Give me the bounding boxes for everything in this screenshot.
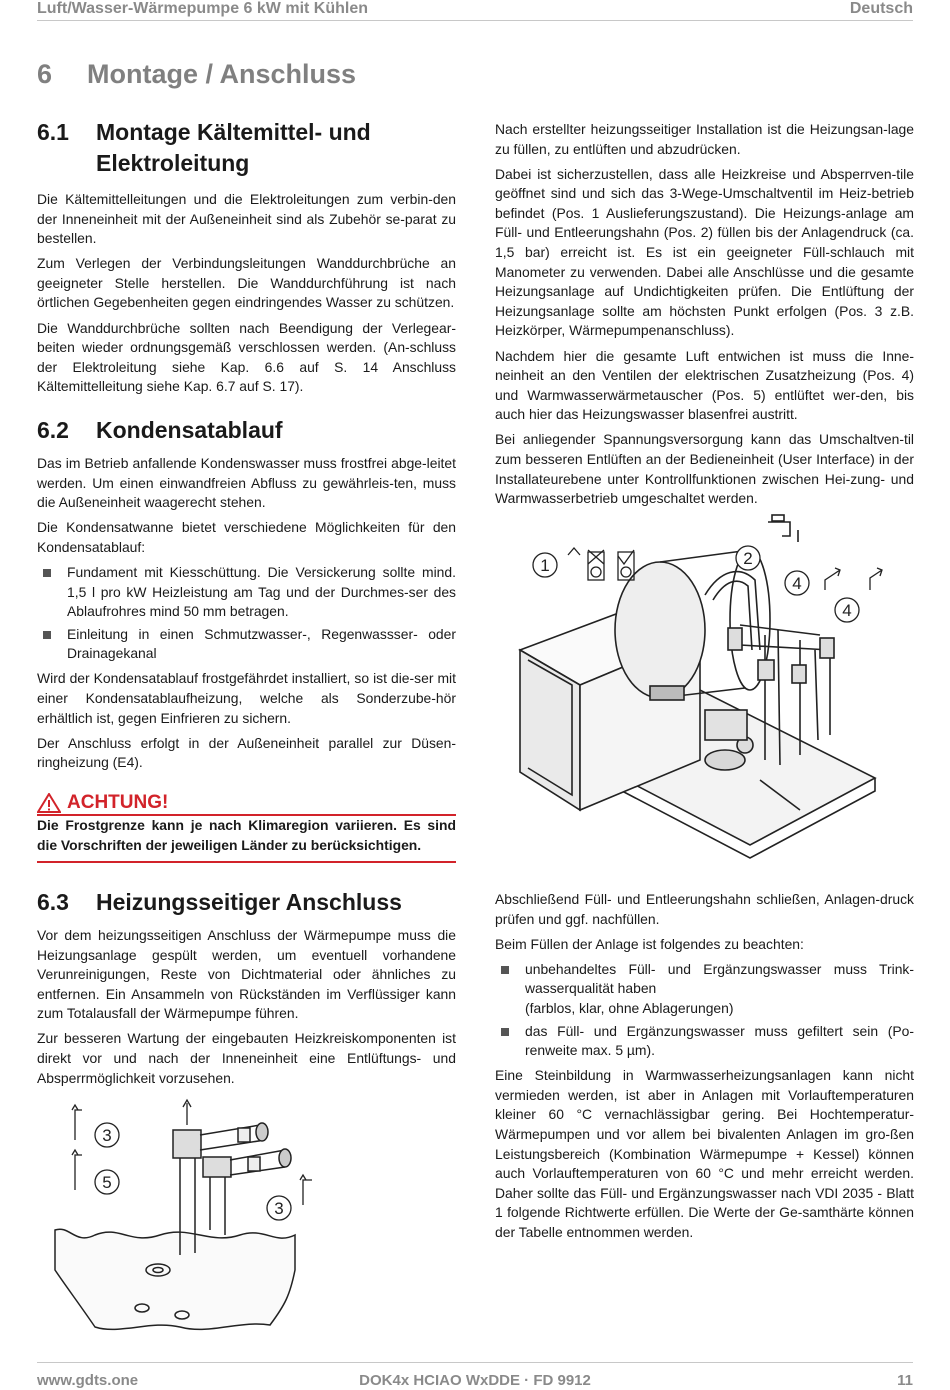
warning-bottom-rule — [37, 861, 456, 863]
section-title-line2: Elektroleitung — [96, 150, 250, 176]
page-number: 11 — [897, 1372, 913, 1389]
chapter-title: Montage / Anschluss — [87, 59, 357, 89]
heat-pump-indoor-unit-figure — [500, 510, 900, 860]
section-6-3-heading — [37, 887, 456, 918]
section-number: 6.2 — [37, 416, 69, 443]
footer-rule — [37, 1362, 913, 1363]
paragraph: Dabei ist sicherzustellen, dass alle Heizkreise und Absperrven-tile geöffnet sind und sich das 3-Wege-Umschaltventil im Heiz-betrieb befindet (Pos. 1 Auslieferungszustand). Die Heizungs-anlage am Füll- und Entleerungshahn (Pos. 2) füllen bis der Anlagendruck (ca. 1,5 bar) erreicht ist. Es ist ein geeigneter Füll-schlauch mit Manometer zu verwenden. Dabei alle Anschlüsse und die gesamte Heizungsanlage auf Undichtigkeiten prüfen. Die Entlüftung der Heizungsanlage sollte am höchsten Punkt erfolgen (Pos. 3 z.B. Heizkörper, Wärmepumpenanschluss). — [495, 165, 914, 339]
section-number: 6.1 — [37, 119, 69, 145]
paragraph: Die Kältemittelleitungen und die Elektroleitungen zum verbin-den der Inneneinheit mit der Außeneinheit sind als Zubehör se-parat zu bestellen. — [37, 191, 456, 247]
list-item: Fundament mit Kiesschüttung. Die Versickerung sollte mind. 1,5 l pro kW Heizleistung am Tag und der Durchmes-ser des Ablaufrohres mind 50 mm betragen. — [37, 563, 456, 622]
paragraph: Wird der Kondensatablauf frostgefährdet installiert, so ist die-ser mit einer Kondensatablaufheizung, welche als Sonderzube-hör erhältlich ist, gegen Einfrieren zu sichern. — [37, 670, 456, 726]
right-column-top — [495, 120, 914, 514]
page-footer — [37, 1372, 913, 1389]
warning-box — [37, 790, 456, 863]
callout-1: 1 — [540, 556, 550, 575]
right-column-bottom — [495, 890, 914, 1248]
bullet-list — [495, 960, 914, 1061]
paragraph: Zum Verlegen der Verbindungsleitungen Wanddurchbrüche an geeigneter Stelle herstellen. Die Wanddurchführung ist nach örtlichen Gegebenheiten gegen eindringendes Wasser zu schützen. — [37, 255, 456, 311]
list-item: unbehandeltes Füll- und Ergänzungswasser muss Trink-wasserqualität haben (farblos, klar, ohne Ablagerungen) — [495, 960, 914, 1019]
footer-document-id: DOK4x HCIAO WxDDE · FD 9912 — [359, 1372, 591, 1389]
section-number: 6.3 — [37, 889, 69, 915]
section-6-2-heading — [37, 415, 456, 446]
callout-4: 4 — [792, 574, 802, 593]
section-title: Kondensatablauf — [96, 416, 283, 443]
paragraph: Beim Füllen der Anlage ist folgendes zu beachten: — [495, 935, 804, 952]
section-6-3 — [37, 887, 456, 1094]
paragraph: Das im Betrieb anfallende Kondenswasser muss frostfrei abge-leitet werden. Um einen einwandfreien Abfluss zu gewährleis-ten, muss die Außeneinheit waagerecht stehen. — [37, 454, 456, 511]
bullet-list — [37, 563, 456, 664]
header-language: Deutsch — [849, 0, 913, 17]
page-header — [37, 0, 913, 20]
list-item: Einleitung in einen Schmutzwasser-, Regenwassser- oder Drainagekanal — [37, 625, 456, 664]
callout-2: 2 — [743, 549, 753, 568]
paragraph: Bei anliegender Spannungsversorgung kann das Umschaltven-til zum besseren Entlüften an der Bedieneinheit (User Interface) in der Installateurebene unter Kontrollfunktionen zwischen Hei-zung- und Warmwasserbetrieb umgeschaltet werden. — [495, 431, 914, 507]
paragraph: Die Kondensatwanne bietet verschiedene Möglichkeiten für den Kondensatablauf: — [37, 519, 456, 555]
warning-title: ACHTUNG! — [67, 792, 169, 813]
paragraph: Der Anschluss erfolgt in der Außeneinheit parallel zur Düsen-ringheizung (E4). — [37, 734, 456, 771]
vent-arrow-icon — [825, 568, 882, 590]
valve-open-icon — [618, 550, 634, 580]
section-title: Heizungsseitiger Anschluss — [96, 889, 402, 915]
left-column — [37, 117, 456, 778]
paragraph: Nach erstellter heizungsseitiger Installation ist die Heizungsan-lage zu füllen, zu entlüften und abzudrücken. — [495, 121, 914, 157]
callout-3: 3 — [274, 1199, 284, 1218]
paragraph: Nachdem hier die gesamte Luft entwichen ist muss die Inne-neinheit an den Ventilen der elektrischen Zusatzheizung (Pos. 4) und Warmwasserwärmetauscher (Pos. 5) entlüftet wer-den, bis auch hier das Heizungswasser blasenfrei austritt. — [495, 347, 914, 423]
venting-valves-figure — [50, 1095, 350, 1340]
callout-3: 3 — [102, 1126, 112, 1145]
paragraph: Abschließend Füll- und Entleerungshahn schließen, Anlagen-druck prüfen und ggf. nachfüllen. — [495, 891, 914, 927]
chapter-heading — [37, 59, 356, 90]
warning-text: Die Frostgrenze kann je nach Klimaregion variieren. Es sind die Vorschriften der jeweiligen Länder zu berücksichtigen. — [37, 817, 456, 853]
callout-4: 4 — [842, 601, 852, 620]
chapter-number: 6 — [37, 59, 53, 89]
warning-triangle-icon — [37, 793, 61, 813]
paragraph: Die Wanddurchbrüche sollten nach Beendigung der Verlegear-beiten wieder ordnungsgemäß verschlossen werden. (An-schluss der Elektroleitung siehe Kap. 6.6 auf S. 14 Anschluss Kältemittelleitung siehe Kap. 6.7 auf S. 17). — [37, 319, 456, 395]
pointing-hand-icon — [568, 548, 580, 555]
section-6-1-heading — [37, 117, 456, 179]
paragraph: Vor dem heizungsseitigen Anschluss der Wärmepumpe muss die Heizungsanlage gespült werden, um eventuell vorhandene Verunreinigungen, Reste von Dichtmaterial oder ähnliches zu entfernen. Ein Ansammeln von Rückständen im Verflüssiger kann zum Totalausfall der Wärmepumpe führen. — [37, 927, 456, 1022]
callout-5: 5 — [102, 1173, 112, 1192]
paragraph: Zur besseren Wartung der eingebauten Heizkreiskomponenten ist direkt vor und nach der Inneneinheit eine Entlüftungs- und Absperrmöglichkeit vorzusehen. — [37, 1030, 456, 1086]
water-tap-icon — [768, 515, 798, 542]
list-item: das Füll- und Ergänzungswasser muss gefiltert sein (Po-renweite max. 5 µm). — [495, 1022, 914, 1061]
valve-closed-icon — [588, 550, 604, 580]
footer-website: www.gdts.one — [37, 1372, 139, 1389]
section-title-line1: Montage Kältemittel- und — [96, 119, 371, 145]
header-rule — [37, 20, 913, 21]
paragraph: Eine Steinbildung in Warmwasserheizungsanlagen kann nicht vermieden werden, ist aber in Anlagen mit Vorlauftemperaturen kleiner 60 °C vernachlässigbar gering. Bei Hochtemperatur-Wärmepumpen und vor allem bei bivalenten Anlagen im gro-ßen Leistungsbereich (Kombination Wärmepumpe + Kessel) können auch Vorlauftemperaturen von 60 °C und mehr erreicht werden. Daher sollte das Füll- und Ergänzungswasser nach VDI 2035 - Blatt 1 folgende Richtwerte erfüllen. Die Werte der Ge-samthärte können der Tabelle entnommen werden. — [495, 1067, 914, 1240]
header-title: Luft/Wasser-Wärmepumpe 6 kW mit Kühlen — [37, 0, 368, 17]
